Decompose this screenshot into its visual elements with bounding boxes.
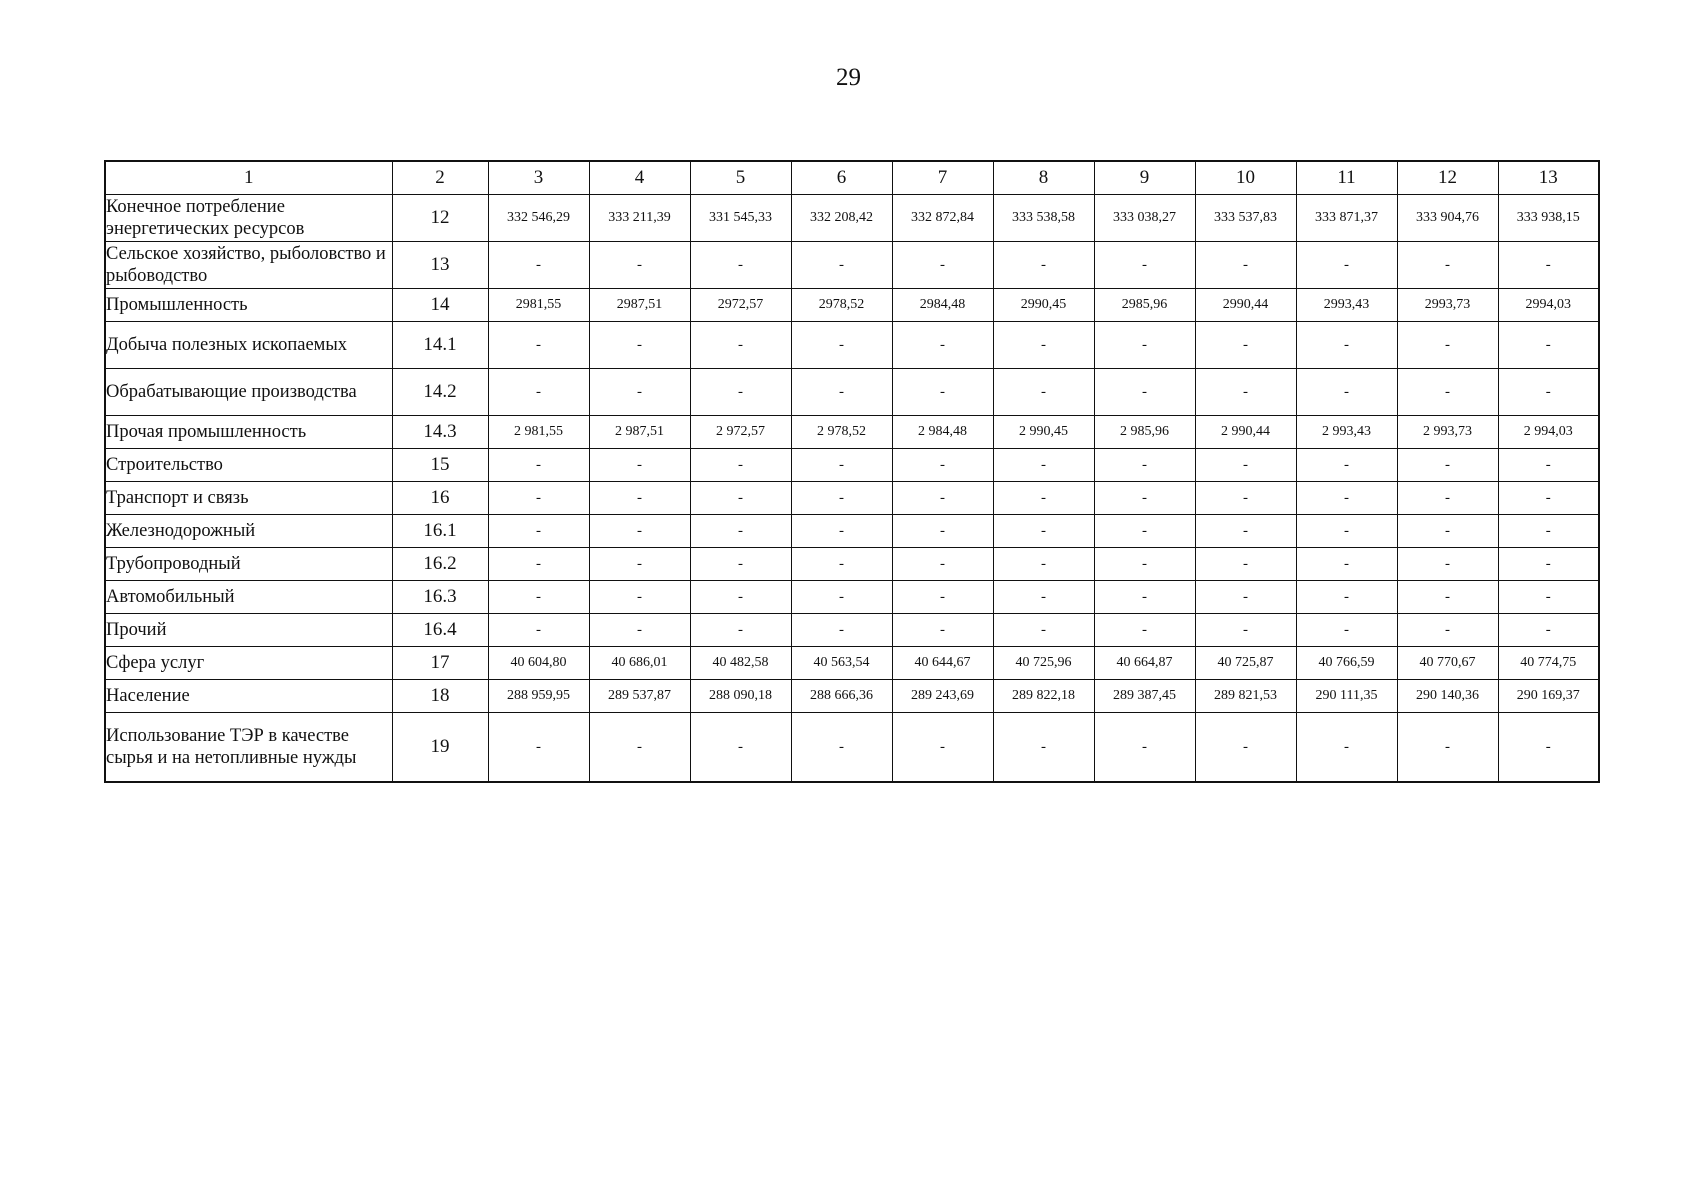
value-cell: - <box>892 449 993 482</box>
value-cell: - <box>791 548 892 581</box>
value-cell: - <box>1498 322 1599 369</box>
value-cell: 2987,51 <box>589 289 690 322</box>
value-cell: - <box>791 369 892 416</box>
value-cell: - <box>488 548 589 581</box>
value-cell: - <box>589 242 690 289</box>
value-cell: - <box>1397 713 1498 783</box>
data-table <box>104 160 1600 783</box>
value-cell: 2984,48 <box>892 289 993 322</box>
header-cell: 2 <box>392 161 488 195</box>
value-cell: - <box>1498 482 1599 515</box>
row-code: 14 <box>392 289 488 322</box>
row-code: 16.1 <box>392 515 488 548</box>
value-cell: - <box>1498 581 1599 614</box>
value-cell: - <box>1296 322 1397 369</box>
value-cell: - <box>690 515 791 548</box>
value-cell: - <box>993 322 1094 369</box>
value-cell: 2993,73 <box>1397 289 1498 322</box>
row-label: Население <box>105 680 392 713</box>
value-cell: - <box>1094 548 1195 581</box>
row-code: 17 <box>392 647 488 680</box>
value-cell: 289 243,69 <box>892 680 993 713</box>
value-cell: - <box>1397 581 1498 614</box>
header-cell: 8 <box>993 161 1094 195</box>
header-cell: 5 <box>690 161 791 195</box>
header-cell: 6 <box>791 161 892 195</box>
value-cell: - <box>791 322 892 369</box>
table-row <box>105 195 1599 242</box>
table-row <box>105 416 1599 449</box>
value-cell: - <box>791 482 892 515</box>
value-cell: 2990,44 <box>1195 289 1296 322</box>
value-cell: 288 959,95 <box>488 680 589 713</box>
value-cell: 2 994,03 <box>1498 416 1599 449</box>
header-cell: 1 <box>105 161 392 195</box>
value-cell: - <box>1195 515 1296 548</box>
row-code: 14.1 <box>392 322 488 369</box>
value-cell: 289 537,87 <box>589 680 690 713</box>
value-cell: 2 985,96 <box>1094 416 1195 449</box>
value-cell: 288 666,36 <box>791 680 892 713</box>
value-cell: 2 993,43 <box>1296 416 1397 449</box>
row-code: 16 <box>392 482 488 515</box>
value-cell: - <box>791 713 892 783</box>
value-cell: - <box>1397 449 1498 482</box>
table-row <box>105 713 1599 783</box>
value-cell: 290 111,35 <box>1296 680 1397 713</box>
row-code: 14.2 <box>392 369 488 416</box>
value-cell: - <box>1498 449 1599 482</box>
value-cell: - <box>488 322 589 369</box>
table-row <box>105 581 1599 614</box>
value-cell: 40 563,54 <box>791 647 892 680</box>
table-row <box>105 515 1599 548</box>
value-cell: - <box>1296 369 1397 416</box>
value-cell: 290 169,37 <box>1498 680 1599 713</box>
value-cell: - <box>892 482 993 515</box>
row-label: Железнодорожный <box>105 515 392 548</box>
value-cell: 40 725,96 <box>993 647 1094 680</box>
value-cell: - <box>1195 614 1296 647</box>
value-cell: - <box>589 581 690 614</box>
value-cell: - <box>1498 369 1599 416</box>
value-cell: - <box>488 449 589 482</box>
value-cell: 40 770,67 <box>1397 647 1498 680</box>
value-cell: 332 208,42 <box>791 195 892 242</box>
value-cell: - <box>892 322 993 369</box>
row-code: 16.4 <box>392 614 488 647</box>
value-cell: - <box>690 482 791 515</box>
value-cell: - <box>892 242 993 289</box>
value-cell: - <box>1397 369 1498 416</box>
value-cell: 333 537,83 <box>1195 195 1296 242</box>
value-cell: - <box>690 713 791 783</box>
table-row <box>105 614 1599 647</box>
value-cell: 288 090,18 <box>690 680 791 713</box>
value-cell: 2 987,51 <box>589 416 690 449</box>
value-cell: 2978,52 <box>791 289 892 322</box>
value-cell: 2 984,48 <box>892 416 993 449</box>
value-cell: 333 538,58 <box>993 195 1094 242</box>
value-cell: 332 872,84 <box>892 195 993 242</box>
value-cell: - <box>1296 242 1397 289</box>
row-label: Трубопроводный <box>105 548 392 581</box>
row-code: 12 <box>392 195 488 242</box>
row-label: Промышленность <box>105 289 392 322</box>
value-cell: - <box>993 581 1094 614</box>
value-cell: 289 821,53 <box>1195 680 1296 713</box>
row-label: Сельское хозяйство, рыболовство и рыбоводство <box>105 242 392 289</box>
table-row <box>105 322 1599 369</box>
value-cell: 333 904,76 <box>1397 195 1498 242</box>
value-cell: - <box>1094 449 1195 482</box>
value-cell: - <box>1296 548 1397 581</box>
value-cell: - <box>892 369 993 416</box>
value-cell: - <box>892 581 993 614</box>
value-cell: - <box>1094 515 1195 548</box>
value-cell: - <box>1397 242 1498 289</box>
row-label: Прочий <box>105 614 392 647</box>
value-cell: - <box>488 242 589 289</box>
value-cell: - <box>488 482 589 515</box>
value-cell: - <box>488 515 589 548</box>
value-cell: - <box>690 548 791 581</box>
row-code: 14.3 <box>392 416 488 449</box>
value-cell: - <box>488 614 589 647</box>
row-code: 18 <box>392 680 488 713</box>
value-cell: - <box>690 322 791 369</box>
value-cell: - <box>1498 713 1599 783</box>
header-cell: 10 <box>1195 161 1296 195</box>
value-cell: 2 990,45 <box>993 416 1094 449</box>
value-cell: 2 993,73 <box>1397 416 1498 449</box>
value-cell: - <box>1195 242 1296 289</box>
value-cell: 40 686,01 <box>589 647 690 680</box>
page-number: 29 <box>836 64 861 91</box>
value-cell: 2 978,52 <box>791 416 892 449</box>
value-cell: - <box>1094 482 1195 515</box>
value-cell: - <box>589 482 690 515</box>
value-cell: - <box>488 369 589 416</box>
value-cell: 40 766,59 <box>1296 647 1397 680</box>
value-cell: - <box>690 369 791 416</box>
value-cell: - <box>892 515 993 548</box>
value-cell: 289 822,18 <box>993 680 1094 713</box>
row-code: 16.2 <box>392 548 488 581</box>
value-cell: 40 604,80 <box>488 647 589 680</box>
value-cell: - <box>1397 515 1498 548</box>
value-cell: - <box>1094 242 1195 289</box>
header-cell: 7 <box>892 161 993 195</box>
value-cell: 40 644,67 <box>892 647 993 680</box>
value-cell: - <box>993 614 1094 647</box>
value-cell: - <box>690 581 791 614</box>
value-cell: 333 871,37 <box>1296 195 1397 242</box>
value-cell: 289 387,45 <box>1094 680 1195 713</box>
value-cell: - <box>488 581 589 614</box>
value-cell: - <box>1296 713 1397 783</box>
value-cell: - <box>488 713 589 783</box>
value-cell: - <box>1195 322 1296 369</box>
value-cell: 2 972,57 <box>690 416 791 449</box>
value-cell: 333 211,39 <box>589 195 690 242</box>
value-cell: - <box>993 713 1094 783</box>
value-cell: 290 140,36 <box>1397 680 1498 713</box>
value-cell: - <box>589 713 690 783</box>
value-cell: 2 981,55 <box>488 416 589 449</box>
value-cell: 333 038,27 <box>1094 195 1195 242</box>
value-cell: 40 774,75 <box>1498 647 1599 680</box>
value-cell: 332 546,29 <box>488 195 589 242</box>
value-cell: - <box>1397 614 1498 647</box>
row-label: Транспорт и связь <box>105 482 392 515</box>
value-cell: 2972,57 <box>690 289 791 322</box>
row-label: Конечное потребление энергетических ресурсов <box>105 195 392 242</box>
value-cell: 2985,96 <box>1094 289 1195 322</box>
value-cell: - <box>1195 369 1296 416</box>
value-cell: - <box>1498 242 1599 289</box>
value-cell: - <box>589 614 690 647</box>
value-cell: 331 545,33 <box>690 195 791 242</box>
value-cell: - <box>1296 614 1397 647</box>
table-row <box>105 680 1599 713</box>
value-cell: 2990,45 <box>993 289 1094 322</box>
value-cell: 2994,03 <box>1498 289 1599 322</box>
value-cell: - <box>791 515 892 548</box>
header-cell: 11 <box>1296 161 1397 195</box>
value-cell: - <box>1195 449 1296 482</box>
header-cell: 3 <box>488 161 589 195</box>
table-row <box>105 548 1599 581</box>
value-cell: - <box>1195 482 1296 515</box>
value-cell: - <box>993 369 1094 416</box>
value-cell: - <box>993 548 1094 581</box>
table-row <box>105 369 1599 416</box>
value-cell: 40 482,58 <box>690 647 791 680</box>
value-cell: - <box>791 614 892 647</box>
value-cell: - <box>791 242 892 289</box>
value-cell: - <box>589 515 690 548</box>
value-cell: - <box>791 449 892 482</box>
value-cell: - <box>1094 614 1195 647</box>
value-cell: - <box>589 369 690 416</box>
row-code: 19 <box>392 713 488 783</box>
value-cell: - <box>1397 548 1498 581</box>
value-cell: 40 725,87 <box>1195 647 1296 680</box>
value-cell: - <box>1397 322 1498 369</box>
table-row <box>105 482 1599 515</box>
header-cell: 4 <box>589 161 690 195</box>
value-cell: - <box>1498 614 1599 647</box>
value-cell: - <box>1094 322 1195 369</box>
row-code: 13 <box>392 242 488 289</box>
value-cell: - <box>1296 581 1397 614</box>
value-cell: - <box>589 322 690 369</box>
table-row <box>105 242 1599 289</box>
value-cell: - <box>589 548 690 581</box>
table-row <box>105 449 1599 482</box>
value-cell: 2981,55 <box>488 289 589 322</box>
value-cell: - <box>1094 713 1195 783</box>
value-cell: 40 664,87 <box>1094 647 1195 680</box>
value-cell: - <box>892 614 993 647</box>
value-cell: - <box>791 581 892 614</box>
row-label: Автомобильный <box>105 581 392 614</box>
header-cell: 13 <box>1498 161 1599 195</box>
value-cell: - <box>993 449 1094 482</box>
value-cell: - <box>1498 548 1599 581</box>
value-cell: - <box>1397 482 1498 515</box>
row-label: Обрабатывающие производства <box>105 369 392 416</box>
value-cell: - <box>1195 581 1296 614</box>
value-cell: - <box>1498 515 1599 548</box>
value-cell: - <box>993 242 1094 289</box>
value-cell: - <box>993 515 1094 548</box>
row-label: Строительство <box>105 449 392 482</box>
value-cell: - <box>589 449 690 482</box>
value-cell: 333 938,15 <box>1498 195 1599 242</box>
row-code: 15 <box>392 449 488 482</box>
row-label: Использование ТЭР в качестве сырья и на нетопливные нужды <box>105 713 392 783</box>
value-cell: - <box>1296 482 1397 515</box>
value-cell: - <box>892 548 993 581</box>
value-cell: - <box>892 713 993 783</box>
value-cell: - <box>1195 548 1296 581</box>
value-cell: - <box>1195 713 1296 783</box>
value-cell: - <box>1296 515 1397 548</box>
header-row <box>105 161 1599 195</box>
row-label: Добыча полезных ископаемых <box>105 322 392 369</box>
value-cell: - <box>993 482 1094 515</box>
table-row <box>105 647 1599 680</box>
row-label: Сфера услуг <box>105 647 392 680</box>
value-cell: 2993,43 <box>1296 289 1397 322</box>
value-cell: - <box>690 242 791 289</box>
header-cell: 9 <box>1094 161 1195 195</box>
value-cell: - <box>1094 369 1195 416</box>
value-cell: - <box>690 614 791 647</box>
row-code: 16.3 <box>392 581 488 614</box>
row-label: Прочая промышленность <box>105 416 392 449</box>
header-cell: 12 <box>1397 161 1498 195</box>
value-cell: - <box>690 449 791 482</box>
value-cell: - <box>1094 581 1195 614</box>
value-cell: 2 990,44 <box>1195 416 1296 449</box>
table-row <box>105 289 1599 322</box>
value-cell: - <box>1296 449 1397 482</box>
